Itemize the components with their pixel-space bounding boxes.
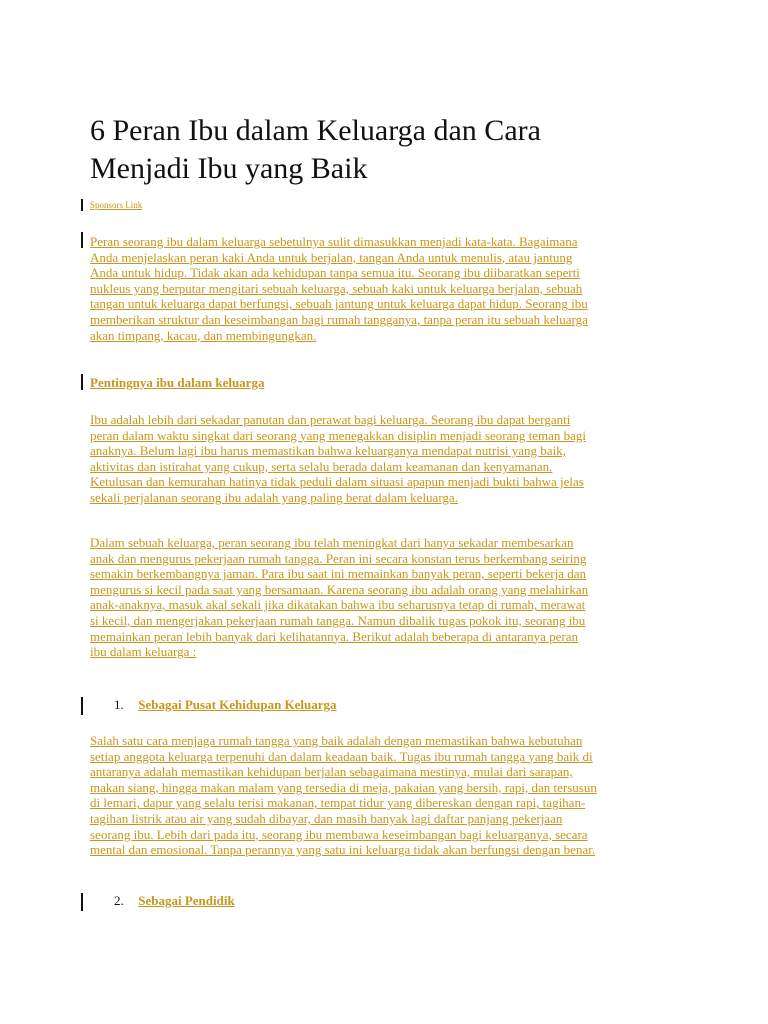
paragraph-1[interactable]	[90, 412, 586, 506]
list-number: 2.	[114, 893, 124, 908]
paragraph-line: Anda untuk hidup. Tidak akan ada kehidupan tanpa semua itu. Seorang ibu diibaratkan seperti	[90, 265, 580, 281]
paragraph-line: di lemari, dapur yang selalu terisi makanan, tempat tidur yang dibereskan dengan rapi, tagihan-	[90, 795, 586, 811]
block-marker	[81, 697, 83, 715]
paragraph-line: memberikan struktur dan keseimbangan bagi rumah tangganya, tanpa peran itu sebuah keluarga	[90, 311, 588, 327]
paragraph-line: peran dalam waktu singkat dari seorang yang menegakkan disiplin menjadi seorang teman bagi	[90, 427, 587, 443]
list-item	[114, 893, 235, 909]
paragraph-line: anaknya. Belum lagi ibu harus memastikan bahwa keluarganya mendapat nutrisi yang baik,	[90, 443, 566, 459]
page-title	[90, 112, 710, 188]
paragraph-line: sekali perjalanan seorang ibu adalah yang paling berat dalam keluarga.	[90, 489, 458, 505]
paragraph-line: Ibu adalah lebih dari sekadar panutan dan perawat bagi keluarga. Seorang ibu dapat berganti	[90, 412, 571, 427]
title-line: 6 Peran Ibu dalam Keluarga dan Cara	[90, 114, 541, 147]
paragraph-2[interactable]	[90, 535, 588, 660]
paragraph-line: si kecil, dan mengerjakan pekerjaan rumah tangga. Namun dibalik tugas pokok itu, seorang ibu	[90, 612, 586, 628]
title-line: Menjadi Ibu yang Baik	[90, 152, 368, 185]
paragraph-line: makan siang, hingga makan malam yang tersedia di meja, pakaian yang bersih, rapi, dan tersusun	[90, 779, 597, 795]
block-marker	[81, 893, 83, 911]
paragraph-line: anak dan mengurus pekerjaan rumah tangga. Peran ini secara konstan terus berkembang seiring	[90, 550, 587, 566]
paragraph-line: setiap anggota keluarga terpenuhi dan dalam keadaan baik. Tugas ibu rumah tangga yang baik di	[90, 748, 593, 764]
paragraph-line: akan timpang, kacau, dan membingungkan.	[90, 327, 317, 343]
paragraph-line: nukleus yang berputar mengitari sebuah keluarga, sebuah kaki untuk keluarga berjalan, sebuah	[90, 280, 583, 296]
paragraph-line: Anda menjelaskan peran kaki Anda untuk berjalan, tangan Anda untuk menulis, atau jantung	[90, 249, 573, 265]
list-item	[114, 697, 337, 713]
paragraph-line: mengurus si kecil pada saat yang bersamaan. Karena seorang ibu adalah orang yang melahirkan	[90, 581, 589, 597]
block-marker	[81, 199, 83, 211]
list-item-link[interactable]: Sebagai Pusat Kehidupan Keluarga	[138, 697, 337, 712]
paragraph-line: Ketulusan dan kemurahan hatinya tidak peduli dalam situasi apapun menjadi bukti bahwa jelas	[90, 474, 584, 490]
paragraph-line: anak-anaknya, masuk akal sekali jika dikatakan bahwa ibu seharusnya tetap di rumah, merawat	[90, 597, 586, 613]
block-marker	[81, 232, 83, 248]
paragraph-line: tangan untuk keluarga dapat berfungsi, sebuah jantung untuk keluarga dapat hidup. Seorang ibu	[90, 296, 588, 312]
paragraph-line: memainkan peran lebih banyak dari kelihatannya. Berikut adalah beberapa di antaranya peran	[90, 628, 579, 644]
intro-paragraph[interactable]	[90, 234, 588, 343]
paragraph-line: mental dan emosional. Tanpa perannya yang satu ini keluarga tidak akan berfungsi dengan benar.	[90, 842, 596, 858]
list-item-link[interactable]: Sebagai Pendidik	[138, 893, 235, 908]
paragraph-line: antaranya adalah memastikan kehidupan berjalan sebagaimana mestinya, mulai dari sarapan,	[90, 764, 573, 780]
paragraph-line: aktivitas dan istirahat yang cukup, serta selalu berada dalam keamanan dan kenyamanan.	[90, 458, 553, 474]
paragraph-line: Dalam sebuah keluarga, peran seorang ibu telah meningkat dari hanya sekadar membesarkan	[90, 535, 574, 550]
paragraph-line: tagihan listrik atau air yang sudah dibayar, dan masih banyak lagi daftar panjang pekerjaan	[90, 810, 563, 826]
sponsors-link[interactable]: Sponsors Link	[90, 200, 143, 210]
list-number: 1.	[114, 697, 124, 712]
paragraph-line: Salah satu cara menjaga rumah tangga yang baik adalah dengan memastikan bahwa kebutuhan	[90, 733, 583, 748]
paragraph-line: Peran seorang ibu dalam keluarga sebetulnya sulit dimasukkan menjadi kata-kata. Bagaimana	[90, 234, 578, 249]
paragraph-line: ibu dalam keluarga :	[90, 644, 197, 660]
paragraph-3[interactable]	[90, 733, 597, 858]
paragraph-line: semakin berkembangnya jaman. Para ibu saat ini memainkan banyak peran, seperti bekerja dan	[90, 566, 586, 582]
section-heading[interactable]: Pentingnya ibu dalam keluarga	[90, 375, 265, 390]
paragraph-line: seorang ibu. Lebih dari pada itu, seorang ibu membawa keseimbangan bagi keluarganya, secara	[90, 826, 588, 842]
block-marker	[81, 374, 83, 390]
